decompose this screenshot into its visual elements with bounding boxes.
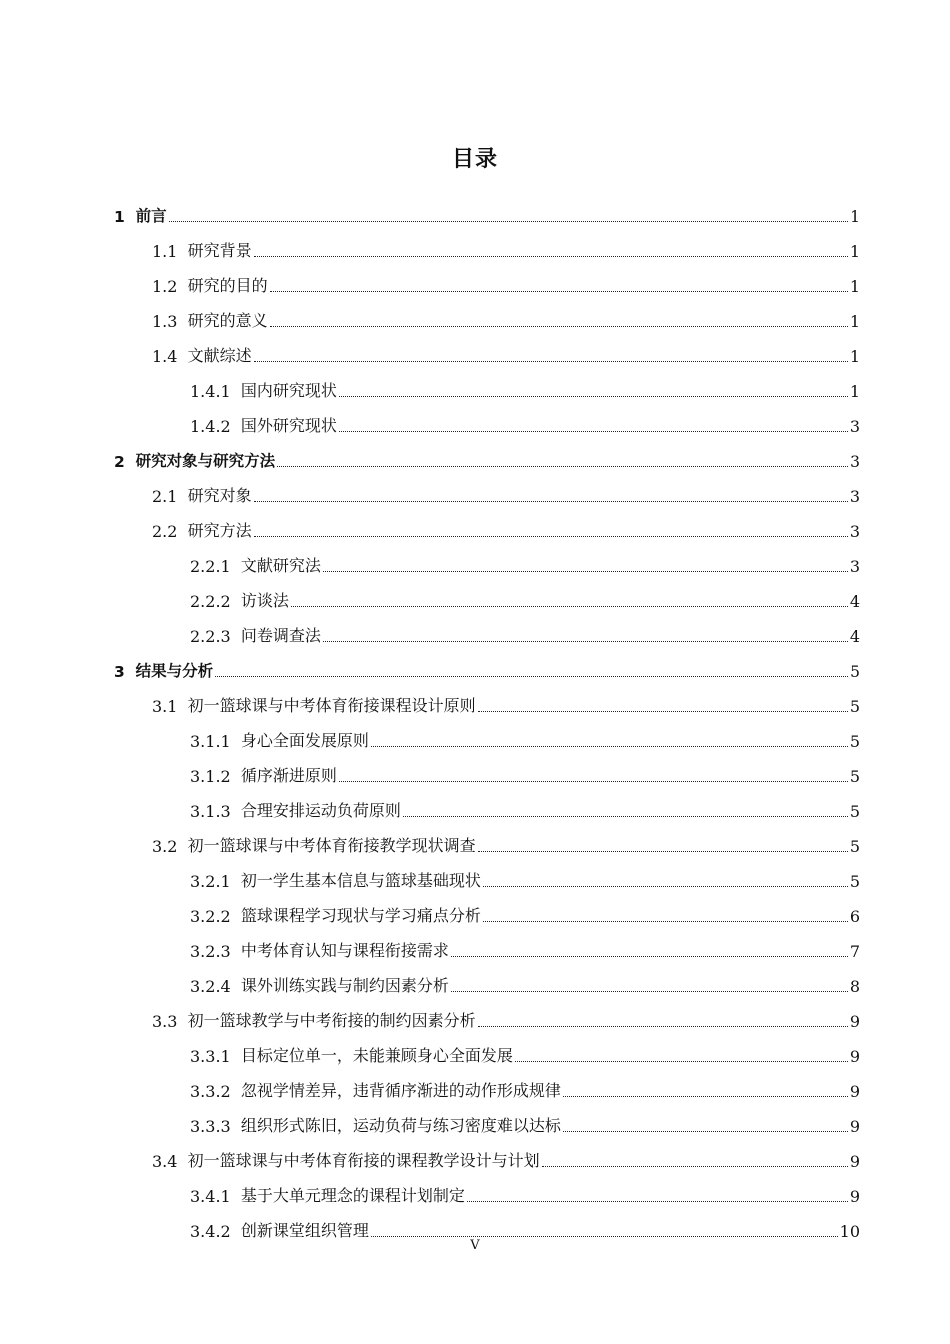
toc-entry-spacer (177, 312, 187, 331)
toc-entry-page: 1 (849, 347, 860, 366)
toc-leader-dots (478, 711, 848, 712)
toc-entry-number: 2.2.2 (190, 592, 231, 611)
toc-title: 目录 (451, 147, 498, 172)
toc-entry-spacer (177, 1012, 187, 1031)
toc-entry-page: 9 (849, 1082, 860, 1101)
toc-entry-spacer (231, 872, 241, 891)
toc-entry-number: 1.3 (152, 312, 178, 331)
toc-entry-page: 10 (839, 1222, 860, 1241)
toc-entry-title: 国外研究现状 (240, 416, 337, 435)
toc-leader-dots (483, 921, 848, 922)
toc-entry-spacer (231, 417, 241, 436)
toc-entry-page: 4 (849, 592, 860, 611)
toc-entry[interactable] (190, 1184, 860, 1206)
toc-entry-page: 9 (849, 1152, 860, 1171)
toc-entry-spacer (177, 487, 187, 506)
toc-entry-spacer (177, 837, 187, 856)
toc-leader-dots (291, 606, 848, 607)
toc-leader-dots (323, 571, 848, 572)
toc-leader-dots (254, 501, 848, 502)
toc-leader-dots (451, 991, 848, 992)
toc-entry[interactable] (152, 1149, 860, 1171)
toc-entry-spacer (231, 1117, 241, 1136)
toc-entry-title: 研究对象与研究方法 (135, 452, 276, 470)
toc-entry-number: 3.3.3 (190, 1117, 231, 1136)
toc-entry-page: 1 (849, 277, 860, 296)
toc-entry-number: 3.1.3 (190, 802, 231, 821)
toc-entry-title: 创新课堂组织管理 (240, 1221, 369, 1240)
toc-entry[interactable] (152, 694, 860, 716)
toc-entry-number: 3.3 (152, 1012, 178, 1031)
toc-entry[interactable] (190, 414, 860, 436)
toc-entry-page: 1 (850, 208, 860, 226)
toc-entry-number: 2.1 (152, 487, 178, 506)
toc-leader-dots (483, 886, 848, 887)
toc-entry-page: 1 (849, 242, 860, 261)
toc-entry-page: 8 (849, 977, 860, 996)
toc-entry-spacer (231, 1047, 241, 1066)
toc-entry-title: 篮球课程学习现状与学习痛点分析 (240, 906, 481, 925)
toc-leader-dots (323, 641, 848, 642)
toc-leader-dots (254, 536, 848, 537)
toc-entry-spacer (231, 557, 241, 576)
toc-entry-page: 3 (850, 453, 860, 471)
toc-entry-title: 忽视学情差异，违背循序渐进的动作形成规律 (240, 1081, 561, 1100)
toc-entry-title: 访谈法 (240, 591, 289, 610)
toc-leader-dots (339, 396, 848, 397)
toc-entry-page: 9 (849, 1047, 860, 1066)
toc-entry[interactable] (190, 764, 860, 786)
toc-leader-dots (563, 1096, 848, 1097)
toc-entry-number: 1.2 (152, 277, 178, 296)
toc-entry-page: 7 (849, 942, 860, 961)
toc-entry[interactable] (190, 939, 860, 961)
toc-entry-title: 问卷调查法 (240, 626, 321, 645)
toc-entry-title: 合理安排运动负荷原则 (240, 801, 401, 820)
page-number: V (470, 1238, 480, 1253)
toc-entry-page: 5 (849, 732, 860, 751)
toc-entry-title: 初一篮球教学与中考衔接的制约因素分析 (187, 1011, 476, 1030)
toc-entry-number: 2.2 (152, 522, 178, 541)
toc-entry-spacer (177, 347, 187, 366)
toc-entry-page: 1 (849, 312, 860, 331)
toc-entry-spacer (231, 767, 241, 786)
toc-entry-number: 3.4.2 (190, 1222, 231, 1241)
toc-entry-number: 3.2 (152, 837, 178, 856)
toc-leader-dots (467, 1201, 848, 1202)
toc-entry-page: 5 (850, 663, 860, 681)
toc-entry-title: 中考体育认知与课程衔接需求 (240, 941, 449, 960)
toc-leader-dots (270, 326, 848, 327)
toc-entry[interactable] (114, 204, 860, 226)
toc-leader-dots (403, 816, 848, 817)
toc-entry-number: 1.4 (152, 347, 178, 366)
toc-entry-title: 初一篮球课与中考体育衔接教学现状调查 (187, 836, 476, 855)
toc-leader-dots (478, 851, 848, 852)
toc-entry-title: 国内研究现状 (240, 381, 337, 400)
toc-entry[interactable] (190, 974, 860, 996)
toc-entry-spacer (177, 1152, 187, 1171)
toc-leader-dots (215, 676, 848, 677)
toc-entry-number: 3.2.4 (190, 977, 231, 996)
toc-entry-page: 5 (849, 767, 860, 786)
toc-leader-dots (169, 221, 849, 222)
toc-entry-page: 6 (849, 907, 860, 926)
toc-entry-title: 研究的意义 (187, 311, 268, 330)
toc-entry-number: 1.4.2 (190, 417, 231, 436)
toc-entry-spacer (231, 1187, 241, 1206)
toc-entry-page: 9 (849, 1117, 860, 1136)
toc-entry-page: 5 (849, 837, 860, 856)
toc-leader-dots (371, 746, 848, 747)
toc-entry-title: 文献综述 (187, 346, 252, 365)
toc-entry-spacer (177, 522, 187, 541)
toc-entry[interactable] (190, 589, 860, 611)
toc-entry[interactable] (152, 309, 860, 331)
toc-entry-title: 前言 (135, 207, 167, 225)
toc-entry-number: 3.1 (152, 697, 178, 716)
toc-entry-spacer (231, 977, 241, 996)
toc-entry-number: 3.2.3 (190, 942, 231, 961)
toc-entry-number: 2 (114, 453, 125, 471)
toc-entry-spacer (231, 732, 241, 751)
toc-entry-number: 3.4.1 (190, 1187, 231, 1206)
toc-entry-spacer (231, 382, 241, 401)
toc-entry[interactable] (190, 379, 860, 401)
toc-entry-number: 3.2.2 (190, 907, 231, 926)
toc-entry[interactable] (190, 624, 860, 646)
toc-entry-title: 初一篮球课与中考体育衔接的课程教学设计与计划 (187, 1151, 540, 1170)
toc-entry-spacer (125, 453, 136, 471)
toc-leader-dots (339, 431, 848, 432)
toc-entry[interactable] (190, 1079, 860, 1101)
toc-entry-page: 9 (849, 1187, 860, 1206)
toc-entry-number: 3.4 (152, 1152, 178, 1171)
toc-entry[interactable] (114, 449, 860, 471)
toc-entry-number: 3 (114, 663, 125, 681)
toc-entry[interactable] (152, 519, 860, 541)
toc-entry-spacer (177, 697, 187, 716)
toc-entry[interactable] (152, 834, 860, 856)
toc-entry-title: 研究背景 (187, 241, 252, 260)
toc-entry-title: 研究的目的 (187, 276, 268, 295)
toc-entry-spacer (177, 242, 187, 261)
toc-entry-spacer (125, 208, 136, 226)
toc-leader-dots (270, 291, 848, 292)
toc-leader-dots (339, 781, 848, 782)
toc-entry-page: 5 (849, 872, 860, 891)
toc-entry-spacer (231, 1082, 241, 1101)
toc-entry-title: 研究对象 (187, 486, 252, 505)
toc-entry-page: 3 (849, 557, 860, 576)
toc-leader-dots (277, 466, 848, 467)
toc-entry-page: 5 (849, 802, 860, 821)
toc-entry[interactable] (190, 554, 860, 576)
toc-leader-dots (254, 361, 848, 362)
toc-entry-number: 2.2.1 (190, 557, 231, 576)
toc-entry[interactable] (190, 1044, 860, 1066)
toc-entry-number: 1 (114, 208, 125, 226)
toc-entry-number: 1.4.1 (190, 382, 231, 401)
toc-entry-page: 3 (849, 417, 860, 436)
toc-entry-number: 3.1.2 (190, 767, 231, 786)
toc-entry-title: 研究方法 (187, 521, 252, 540)
toc-entry-number: 3.3.1 (190, 1047, 231, 1066)
toc-entry-title: 结果与分析 (135, 662, 214, 680)
toc-entry-page: 9 (849, 1012, 860, 1031)
toc-entry[interactable] (190, 904, 860, 926)
toc-entry-spacer (231, 942, 241, 961)
toc-leader-dots (478, 1026, 848, 1027)
toc-entry[interactable] (152, 484, 860, 506)
toc-entry-spacer (125, 663, 136, 681)
toc-entry-title: 初一学生基本信息与篮球基础现状 (240, 871, 481, 890)
toc-entry-number: 2.2.3 (190, 627, 231, 646)
toc-entry[interactable] (152, 344, 860, 366)
toc-entry-title: 文献研究法 (240, 556, 321, 575)
toc-leader-dots (371, 1236, 838, 1237)
toc-entry[interactable] (190, 729, 860, 751)
toc-entry-page: 1 (849, 382, 860, 401)
toc-entry-title: 目标定位单一，未能兼顾身心全面发展 (240, 1046, 513, 1065)
toc-entry-title: 基于大单元理念的课程计划制定 (240, 1186, 465, 1205)
toc-entry-title: 循序渐进原则 (240, 766, 337, 785)
toc-entry-spacer (177, 277, 187, 296)
toc-entry-title: 课外训练实践与制约因素分析 (240, 976, 449, 995)
toc-entry-number: 1.1 (152, 242, 178, 261)
toc-entry[interactable] (114, 659, 860, 681)
toc-entry-spacer (231, 592, 241, 611)
toc-entry-page: 4 (849, 627, 860, 646)
toc-leader-dots (515, 1061, 848, 1062)
toc-entry-number: 3.1.1 (190, 732, 231, 751)
toc-entry[interactable] (152, 1009, 860, 1031)
toc-entry[interactable] (152, 274, 860, 296)
toc-entry-page: 3 (849, 487, 860, 506)
toc-entry-title: 组织形式陈旧，运动负荷与练习密度难以达标 (240, 1116, 561, 1135)
toc-entry-page: 5 (849, 697, 860, 716)
toc-leader-dots (254, 256, 848, 257)
toc-entry-page: 3 (849, 522, 860, 541)
toc-entry[interactable] (190, 869, 860, 891)
toc-entry-title: 身心全面发展原则 (240, 731, 369, 750)
toc-entry-number: 3.3.2 (190, 1082, 231, 1101)
toc-leader-dots (542, 1166, 848, 1167)
toc-entry[interactable] (152, 239, 860, 261)
toc-entry[interactable] (190, 799, 860, 821)
toc-entry[interactable] (190, 1114, 860, 1136)
toc-entry-spacer (231, 907, 241, 926)
toc-leader-dots (451, 956, 848, 957)
toc-entry-title: 初一篮球课与中考体育衔接课程设计原则 (187, 696, 476, 715)
toc-entry-spacer (231, 802, 241, 821)
toc-entry-spacer (231, 627, 241, 646)
toc-entry-number: 3.2.1 (190, 872, 231, 891)
toc-leader-dots (563, 1131, 848, 1132)
